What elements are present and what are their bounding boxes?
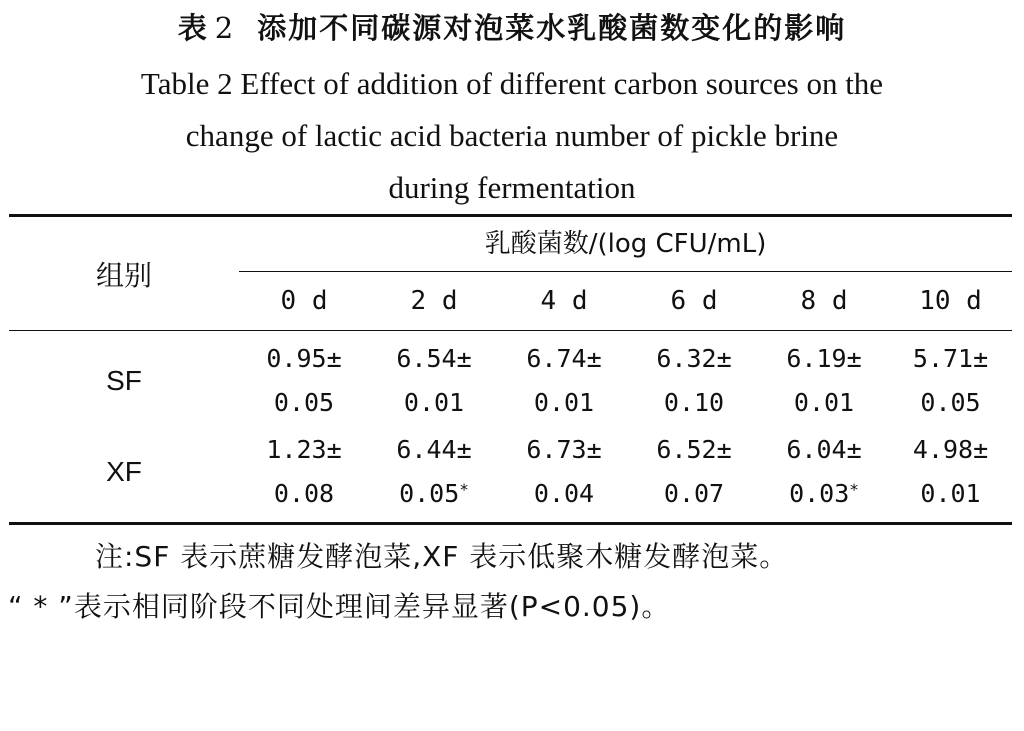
table-row bbox=[9, 331, 1012, 426]
row-group-label: SF bbox=[106, 365, 142, 396]
title-en-line-3: during fermentation bbox=[388, 170, 636, 205]
day-header: 10 d bbox=[889, 272, 1012, 331]
table-cell: 6.54± 0.01 bbox=[396, 344, 472, 417]
title-text: 添加不同碳源对泡菜水乳酸菌数变化的影响 bbox=[257, 11, 847, 45]
day-header: 6 d bbox=[629, 272, 759, 331]
table-title-english bbox=[0, 58, 1024, 214]
table-cell: 6.04± 0.03* bbox=[786, 435, 862, 508]
row-group-label: XF bbox=[106, 456, 142, 487]
footnote-line-1: 注:SF 表示蔗糖发酵泡菜,XF 表示低聚木糖发酵泡菜。 bbox=[95, 540, 789, 573]
day-header: 8 d bbox=[759, 272, 889, 331]
table-footnote bbox=[0, 532, 1024, 632]
title-label: 表 bbox=[177, 11, 209, 45]
table-cell: 6.73± 0.04 bbox=[526, 435, 602, 508]
data-table bbox=[9, 214, 1012, 525]
title-en-line-1: Table 2 Effect of addition of different carbon sources on the bbox=[140, 66, 884, 101]
table-row bbox=[9, 425, 1012, 524]
table-cell: 4.98± 0.01 bbox=[912, 435, 989, 508]
group-header: 组别 bbox=[9, 216, 239, 331]
table-cell: 6.74± 0.01 bbox=[526, 344, 602, 417]
day-header: 4 d bbox=[499, 272, 629, 331]
day-header: 0 d bbox=[239, 272, 369, 331]
table-cell: 5.71± 0.05 bbox=[912, 344, 989, 417]
title-en-line-2: change of lactic acid bacteria number of pickle brine bbox=[185, 118, 839, 153]
title-number: 2 bbox=[214, 11, 236, 45]
day-header: 2 d bbox=[369, 272, 499, 331]
span-header: 乳酸菌数/(log CFU/mL) bbox=[239, 216, 1012, 273]
footnote-line-2: “ * ”表示相同阶段不同处理间差异显著(P<0.05)。 bbox=[8, 590, 671, 623]
table-cell: 6.19± 0.01 bbox=[786, 344, 862, 417]
table-cell: 6.52± 0.07 bbox=[656, 435, 732, 508]
table-title-chinese bbox=[0, 6, 1024, 47]
table-cell: 1.23± 0.08 bbox=[266, 435, 342, 508]
table-cell: 0.95± 0.05 bbox=[266, 344, 342, 417]
data-table-wrapper bbox=[9, 214, 1012, 525]
table-cell: 6.44± 0.05* bbox=[396, 435, 472, 508]
table-cell: 6.32± 0.10 bbox=[656, 344, 732, 417]
